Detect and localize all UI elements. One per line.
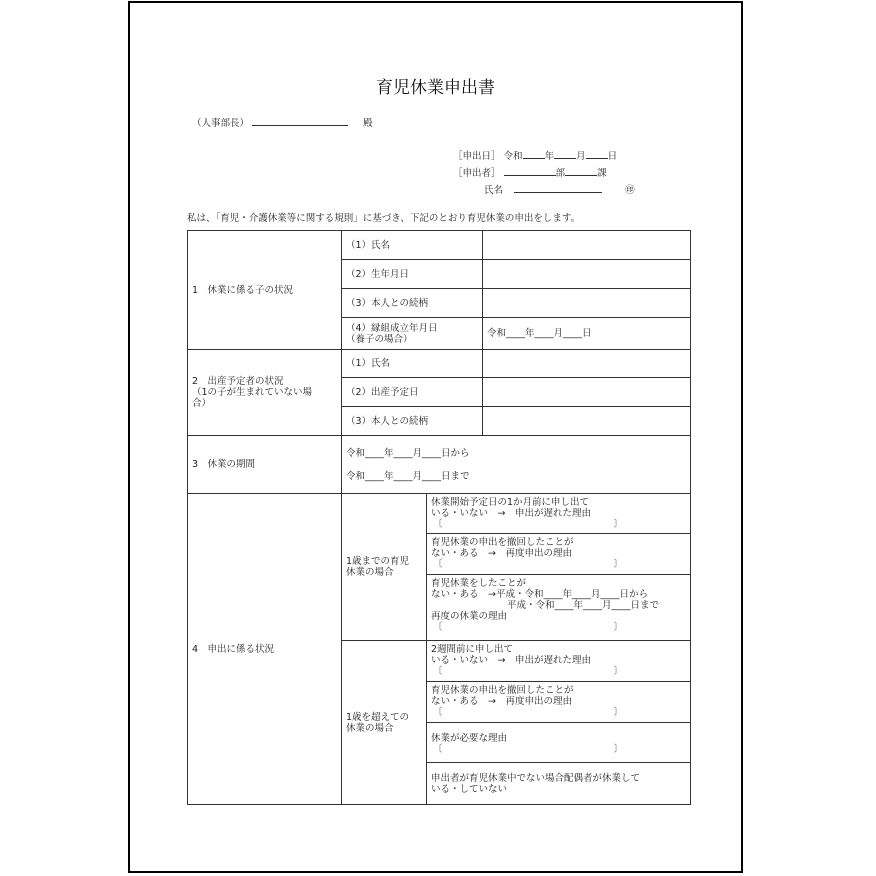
dept-blank	[504, 165, 556, 176]
name-label: 氏名	[484, 185, 504, 196]
s1-value-relation[interactable]	[483, 289, 691, 318]
bracket-open: 〔	[433, 519, 443, 530]
s2-heading-line1: 2 出産予定者の状況	[192, 376, 284, 387]
s4-groupB-label	[342, 641, 427, 805]
dept-unit: 部	[555, 168, 566, 179]
document-title: 育児休業申出書	[376, 78, 495, 98]
bracket-open: 〔	[433, 559, 443, 570]
s4a1-line2: いる・いない → 申出が遅れた理由	[431, 508, 591, 519]
s2-label-name: （1）氏名	[342, 350, 483, 378]
s4a1-bracket	[431, 519, 623, 530]
bracket-close: 〕	[613, 707, 623, 718]
s1-value-name[interactable]	[483, 231, 691, 260]
s2-label-due-date: （2）出産予定日	[342, 378, 483, 407]
s4-groupA-item1[interactable]	[427, 494, 691, 534]
s4b2-bracket	[431, 707, 623, 718]
section3-heading: 3 休業の期間	[188, 436, 342, 494]
section2-heading	[188, 350, 342, 436]
s1-value-adoption[interactable]: 令和____年____月____日	[483, 318, 691, 350]
bracket-open: 〔	[433, 707, 443, 718]
section1-heading: 1 休業に係る子の状況	[188, 231, 342, 350]
s4b1-bracket	[431, 666, 623, 677]
bracket-open: 〔	[433, 744, 443, 755]
bracket-open: 〔	[433, 666, 443, 677]
s2-heading-line3: 合）	[192, 398, 212, 409]
s2-value-relation[interactable]	[483, 407, 691, 436]
addressee-blank	[252, 115, 348, 126]
s1-label-adoption	[342, 318, 483, 350]
s4a2-line2: ない・ある → 再度申出の理由	[431, 548, 572, 559]
s4-groupA-item3[interactable]	[427, 575, 691, 641]
name-line	[484, 182, 635, 197]
date-label: ［申出日］	[453, 151, 501, 162]
s4-groupB-item3[interactable]	[427, 723, 691, 763]
intro-text: 私は、「育児・介護休業等に関する規則」に基づき、下記のとおり育児休業の申出をします。	[187, 213, 581, 224]
s3-period-to: 令和____年____月____日まで	[346, 470, 470, 482]
s2-heading-line2: （1の子が生まれていない場	[192, 387, 313, 398]
s4-groupB-item4[interactable]	[427, 763, 691, 805]
s4a3-line1: 育児休業をしたことが	[431, 578, 527, 589]
s1-label-relation: （3）本人との続柄	[342, 289, 483, 318]
s4b2-line2: ない・ある → 再度申出の理由	[431, 696, 572, 707]
application-table	[187, 230, 691, 805]
s2-label-relation: （3）本人との続柄	[342, 407, 483, 436]
seal-mark: ㊞	[625, 185, 635, 196]
document-page	[128, 1, 743, 873]
date-line	[453, 148, 617, 163]
s1-adoption-line1: （4）縁組成立年月日	[346, 322, 438, 334]
bracket-close: 〕	[613, 622, 623, 633]
applicant-line	[453, 165, 607, 180]
s4a1-line1: 休業開始予定日の1か月前に申し出て	[431, 497, 590, 508]
s4-groupB-line2: 休業の場合	[346, 722, 394, 734]
s4-groupA-item2[interactable]	[427, 534, 691, 575]
s1-label-birthdate: （2）生年月日	[342, 260, 483, 289]
day-blank	[586, 148, 608, 159]
bracket-close: 〕	[613, 744, 623, 755]
s1-adoption-line2: （養子の場合）	[346, 333, 413, 345]
s3-period-from: 令和____年____月____日から	[346, 447, 470, 459]
addressee-line	[192, 115, 373, 130]
s4a3-line4: 再度の休業の理由	[431, 611, 508, 622]
month-blank	[554, 148, 576, 159]
s2-value-name[interactable]	[483, 350, 691, 378]
s1-value-birthdate[interactable]	[483, 260, 691, 289]
applicant-label: ［申出者］	[453, 168, 501, 179]
s4b1-line1: 2週間前に申し出て	[431, 644, 514, 655]
s4-groupB-item2[interactable]	[427, 682, 691, 723]
s4b4-line1: 申出者が育児休業中でない場合配偶者が休業して	[431, 772, 641, 784]
s4a3-line2: ない・ある →平成・令和____年____月____日から	[431, 589, 648, 600]
addressee-suffix: 殿	[363, 118, 373, 129]
s4-groupB-item1[interactable]	[427, 641, 691, 682]
section4-heading: 4 申出に係る状況	[188, 494, 342, 805]
section-blank	[565, 165, 597, 176]
s4a3-bracket	[431, 622, 623, 633]
s4a2-line1: 育児休業の申出を撤回したことが	[431, 537, 574, 548]
s4b2-line1: 育児休業の申出を撤回したことが	[431, 685, 574, 696]
s4a3-line3: 平成・令和____年____月____日まで	[431, 600, 660, 611]
s3-period-cell[interactable]	[342, 436, 691, 494]
bracket-close: 〕	[613, 519, 623, 530]
year-unit: 年	[544, 151, 555, 162]
s4-groupB-line1: 1歳を超えての	[346, 711, 410, 723]
s4-groupA-line2: 休業の場合	[346, 567, 394, 578]
section-unit: 課	[597, 168, 607, 179]
bracket-close: 〕	[613, 666, 623, 677]
s4b3-line1: 休業が必要な理由	[431, 733, 508, 744]
day-unit: 日	[607, 151, 618, 162]
s4b1-line2: いる・いない → 申出が遅れた理由	[431, 655, 591, 666]
s4-groupA-label	[342, 494, 427, 641]
year-blank	[523, 148, 545, 159]
bracket-close: 〕	[613, 559, 623, 570]
month-unit: 月	[576, 151, 586, 162]
s2-value-due-date[interactable]	[483, 378, 691, 407]
s4a2-bracket	[431, 559, 623, 570]
s4b4-line2: いる・していない	[431, 783, 508, 795]
bracket-open: 〔	[433, 622, 443, 633]
name-blank	[514, 182, 602, 193]
s1-label-name: （1）氏名	[342, 231, 483, 260]
s4-groupA-line1: 1歳までの育児	[346, 556, 410, 567]
addressee-prefix: （人事部長）	[192, 118, 250, 129]
date-era: 令和	[503, 151, 523, 162]
s4b3-bracket	[431, 744, 623, 755]
